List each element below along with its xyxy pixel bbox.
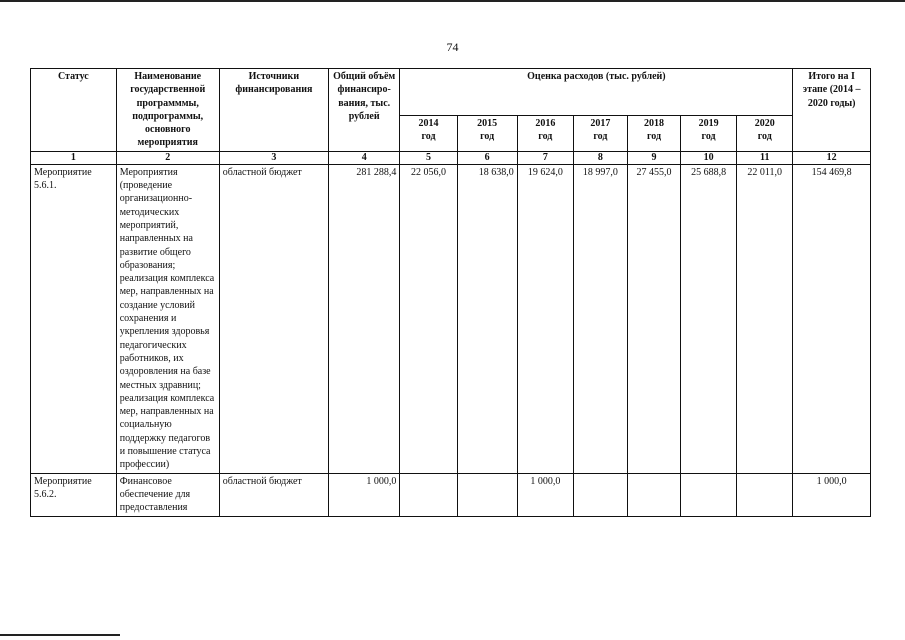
header-estimate: Оценка расходов (тыс. рублей) [400, 69, 793, 116]
header-total: Общий объём финансиро-вания, тыс. рублей [328, 69, 399, 152]
column-number: 4 [328, 151, 399, 164]
table-row [31, 473, 871, 516]
row-value-2014 [400, 473, 457, 516]
page-number: 74 [446, 40, 459, 54]
header-year-2019: 2019 год [681, 116, 737, 152]
table-row [31, 164, 871, 473]
row-value-2017: 18 997,0 [573, 164, 627, 473]
row-value-2020: 22 011,0 [737, 164, 793, 473]
column-number: 12 [793, 151, 871, 164]
header-year-2018: 2018 год [627, 116, 680, 152]
row-value-2018 [627, 473, 680, 516]
header-stage-total: Итого на I этапе (2014 – 2020 годы) [793, 69, 871, 152]
header-status: Статус [31, 69, 117, 152]
column-number: 7 [517, 151, 573, 164]
column-number: 1 [31, 151, 117, 164]
column-number: 2 [116, 151, 219, 164]
header-year-2020: 2020 год [737, 116, 793, 152]
header-year-2015: 2015 год [457, 116, 517, 152]
header-year-2016: 2016 год [517, 116, 573, 152]
column-number: 5 [400, 151, 457, 164]
row-total: 281 288,4 [328, 164, 399, 473]
column-number: 6 [457, 151, 517, 164]
row-value-2019: 25 688,8 [681, 164, 737, 473]
row-value-2019 [681, 473, 737, 516]
column-number: 10 [681, 151, 737, 164]
row-total: 1 000,0 [328, 473, 399, 516]
row-value-2016: 19 624,0 [517, 164, 573, 473]
row-value-2015 [457, 473, 517, 516]
row-name: Мероприятия (проведение организационно-методических мероприятий, направленных на развитие общего образования; реализация комплекса мер, направленных на создание условий сохранения и укрепления здоровья педагогических работников, их оздоровления на базе местных здравниц; реализация комплекса мер, направленных на социальную поддержку педагогов и повышение статуса профессии) [116, 164, 219, 473]
column-number: 9 [627, 151, 680, 164]
row-stage-total: 154 469,8 [793, 164, 871, 473]
row-value-2018: 27 455,0 [627, 164, 680, 473]
scan-edge-bottom [0, 634, 120, 636]
row-status: Мероприятие 5.6.1. [31, 164, 117, 473]
row-value-2020 [737, 473, 793, 516]
row-value-2016: 1 000,0 [517, 473, 573, 516]
header-row-1 [31, 69, 871, 116]
row-status: Мероприятие 5.6.2. [31, 473, 117, 516]
header-sources: Источники финансирования [219, 69, 328, 152]
column-number: 3 [219, 151, 328, 164]
scan-edge-top [0, 0, 905, 2]
column-number-row [31, 151, 871, 164]
row-value-2017 [573, 473, 627, 516]
row-stage-total: 1 000,0 [793, 473, 871, 516]
row-value-2015: 18 638,0 [457, 164, 517, 473]
header-year-2017: 2017 год [573, 116, 627, 152]
row-name: Финансовое обеспечение для предоставления [116, 473, 219, 516]
row-source: областной бюджет [219, 164, 328, 473]
row-source: областной бюджет [219, 473, 328, 516]
column-number: 11 [737, 151, 793, 164]
column-number: 8 [573, 151, 627, 164]
row-value-2014: 22 056,0 [400, 164, 457, 473]
header-year-2014: 2014 год [400, 116, 457, 152]
budget-table [30, 68, 871, 517]
header-name: Наименование государственной программмы, подпрограммы, основного мероприятия [116, 69, 219, 152]
